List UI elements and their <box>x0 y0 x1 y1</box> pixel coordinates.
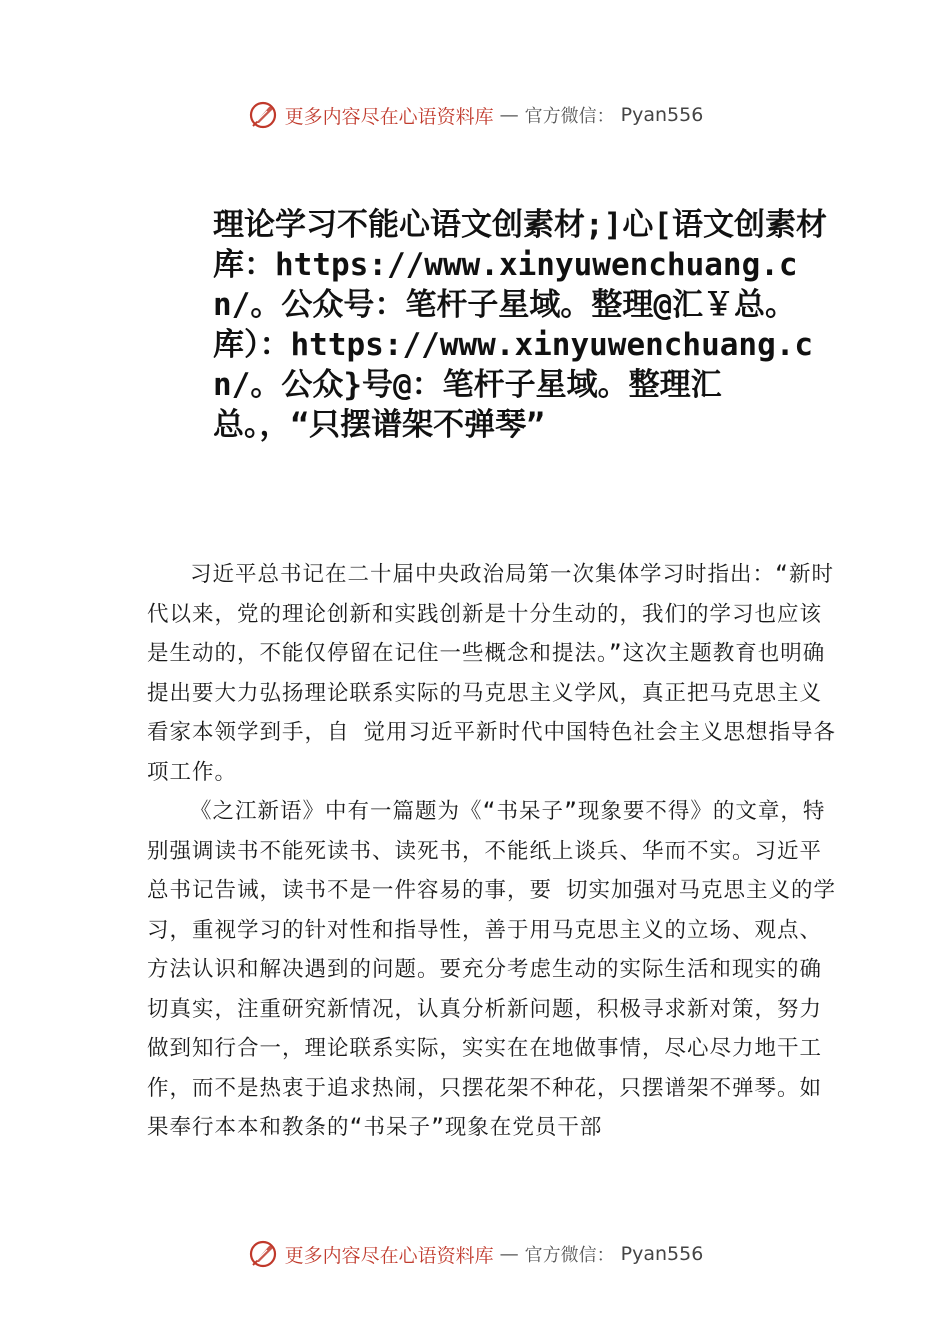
footer-banner-content <box>247 1238 704 1270</box>
quill-pen-logo-icon <box>247 99 279 131</box>
body-paragraph-2: 《之江新语》中有一篇题为《“书呆子”现象要不得》的文章，特别强调读书不能死读书、读死书，不能纸上谈兵、华而不实。习近平总书记告诫，读书不是一件容易的事，要 切实加强对马克思主义的学习，重视学习的针对性和指导性，善于用马克思主义的立场、观点、方法认识和解决遇到的问题。要充分考虑生动的实际生活和现实的确切真实，注重研究新情况，认真分析新问题，积极寻求新对策，努力做到知行合一，理论联系实际，实实在在地做事情，尽心尽力地干工作，而不是热衷于追求热闹，只摆花架不种花，只摆谱架不弹琴。如果奉行本本和教条的“书呆子”现象在党员干部 <box>147 799 836 1140</box>
document-title: 理论学习不能心语文创素材;]心[语文创素材库：https://www.xinyuwenchuang.cn/。公众号：笔杆子星域。整理@汇￥总。库）：https://www.xinyuwenchuang.cn/。公众}号@：笔杆子星域。整理汇总。，“只摆谱架不弹琴” <box>213 207 827 443</box>
header-wechat-id: Pyan556 <box>620 104 704 126</box>
footer-banner <box>0 1234 950 1274</box>
header-banner-dash: — <box>499 104 519 126</box>
footer-banner-dash: — <box>499 1243 519 1265</box>
quill-pen-logo-icon <box>247 1238 279 1270</box>
footer-banner-text: 更多内容尽在心语资料库 <box>284 1244 494 1267</box>
header-banner <box>0 95 950 135</box>
footer-wechat-id: Pyan556 <box>620 1243 704 1265</box>
body-paragraph-1: 习近平总书记在二十届中央政治局第一次集体学习时指出：“新时代以来，党的理论创新和实践创新是十分生动的，我们的学习也应该是生动的，不能仅停留在记住一些概念和提法。”这次主题教育也明确提出要大力弘扬理论联系实际的马克思主义学风，真正把马克思主义看家本领学到手，自 觉用习近平新时代中国特色社会主义思想指导各项工作。 <box>147 562 836 785</box>
footer-wechat-label: 官方微信： <box>524 1245 615 1266</box>
header-banner-text: 更多内容尽在心语资料库 <box>284 105 494 128</box>
header-wechat-label: 官方微信： <box>524 106 615 127</box>
document-body <box>147 555 837 1148</box>
header-banner-content <box>247 99 704 131</box>
